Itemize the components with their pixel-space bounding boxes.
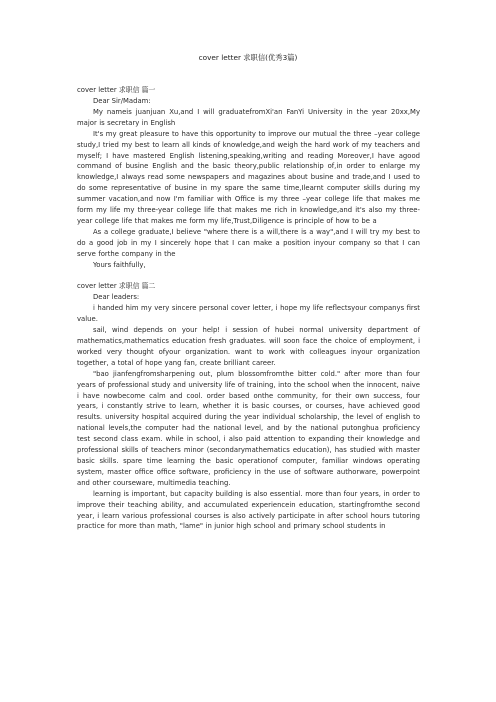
body-paragraph: learning is important, but capacity building is also essential. more than four years, in order to improve their teaching ability, and accumulated experiencein education, startingfromthe second year, i learn various professional courses is also actively participate in after school hours tutoring practice for more than math, "lame" in junior high school and primary school students in: [77, 489, 420, 531]
body-paragraph: sail, wind depends on your help! i session of hubei normal university department of mathematics,mathematics education fresh graduates. will soon face the choice of employment, i worked very thought ofyour organization. want to work with colleagues inyour organization together, a total of hope yang fan, create brilliant career.: [77, 326, 420, 367]
body-paragraph: As a college graduate,I believe "where there is a will,there is a way",and I will try my best to do a good job in my I sincerely hope that I can make a position inyour company so that I can serve forthe company in the: [77, 227, 420, 258]
document-body: [77, 85, 420, 532]
letter-greeting: Dear Sir/Madam:: [93, 97, 151, 105]
letter-heading: cover letter 求职信 篇二: [77, 282, 156, 291]
letter-closing: Yours faithfully,: [93, 260, 146, 269]
document-title: cover letter 求职信(优秀3篇): [198, 53, 298, 62]
body-paragraph: i handed him my very sincere personal cover letter, i hope my life reflectsyour companys first value.: [77, 304, 420, 324]
body-paragraph: It's my great pleasure to have this opportunity to improve our mutual the three –year college study,I tried my best to learn all kinds of knowledge,and weigh the hard work of my teachers and myself; I have mastered English listening,speaking,writing and reading Moreover,I have agood command of busine English and the basic theory,public relationship of,in order to enlarge my knowledge,I always read some newspapers and magazines about busine and trade,and I used to do some representative of busine in my spare the same time,Ilearnt computer skills during my summer vacation,and now I'm familiar with Office is my three –year college life that makes me form my life my three-year college life that makes me rich in knowledge,and it's also my three-year college life that makes me form my life,Trust,Diligence is principle of how to be a: [77, 129, 420, 225]
body-paragraph: My nameis juanjuan Xu,and I will graduatefromXi'an FanYi University in the year 20xx,My major is secretary in English: [77, 107, 420, 127]
letter-heading: cover letter 求职信 篇一: [77, 86, 156, 94]
body-paragraph: "bao jianfengfromsharpening out, plum blossomfromthe bitter cold." after more than four years of professional study and university life of training, into the school when the innocent, naive i have nowbecome calm and cool. order based onthe community, for their own success, four years, i constantly strive to learn, whether it is basic courses, or courses, have achieved good results. university hospital acquired during the year individual scholarship, the level of english to national levels,the computer had the national level, and by the national putonghua proficiency test second class exam. while in school, i also paid attention to expanding their knowledge and professional skills of teachers minor (secondarymathematics education), has studied with master basic skills. spare time learning the basic operationof computer, familiar windows operating system, master office office software, proficiency in the use of software authorware, powerpoint and other courseware, multimedia teaching.: [77, 369, 420, 487]
section-spacer: [77, 271, 420, 282]
letter-greeting: Dear leaders:: [93, 293, 140, 302]
